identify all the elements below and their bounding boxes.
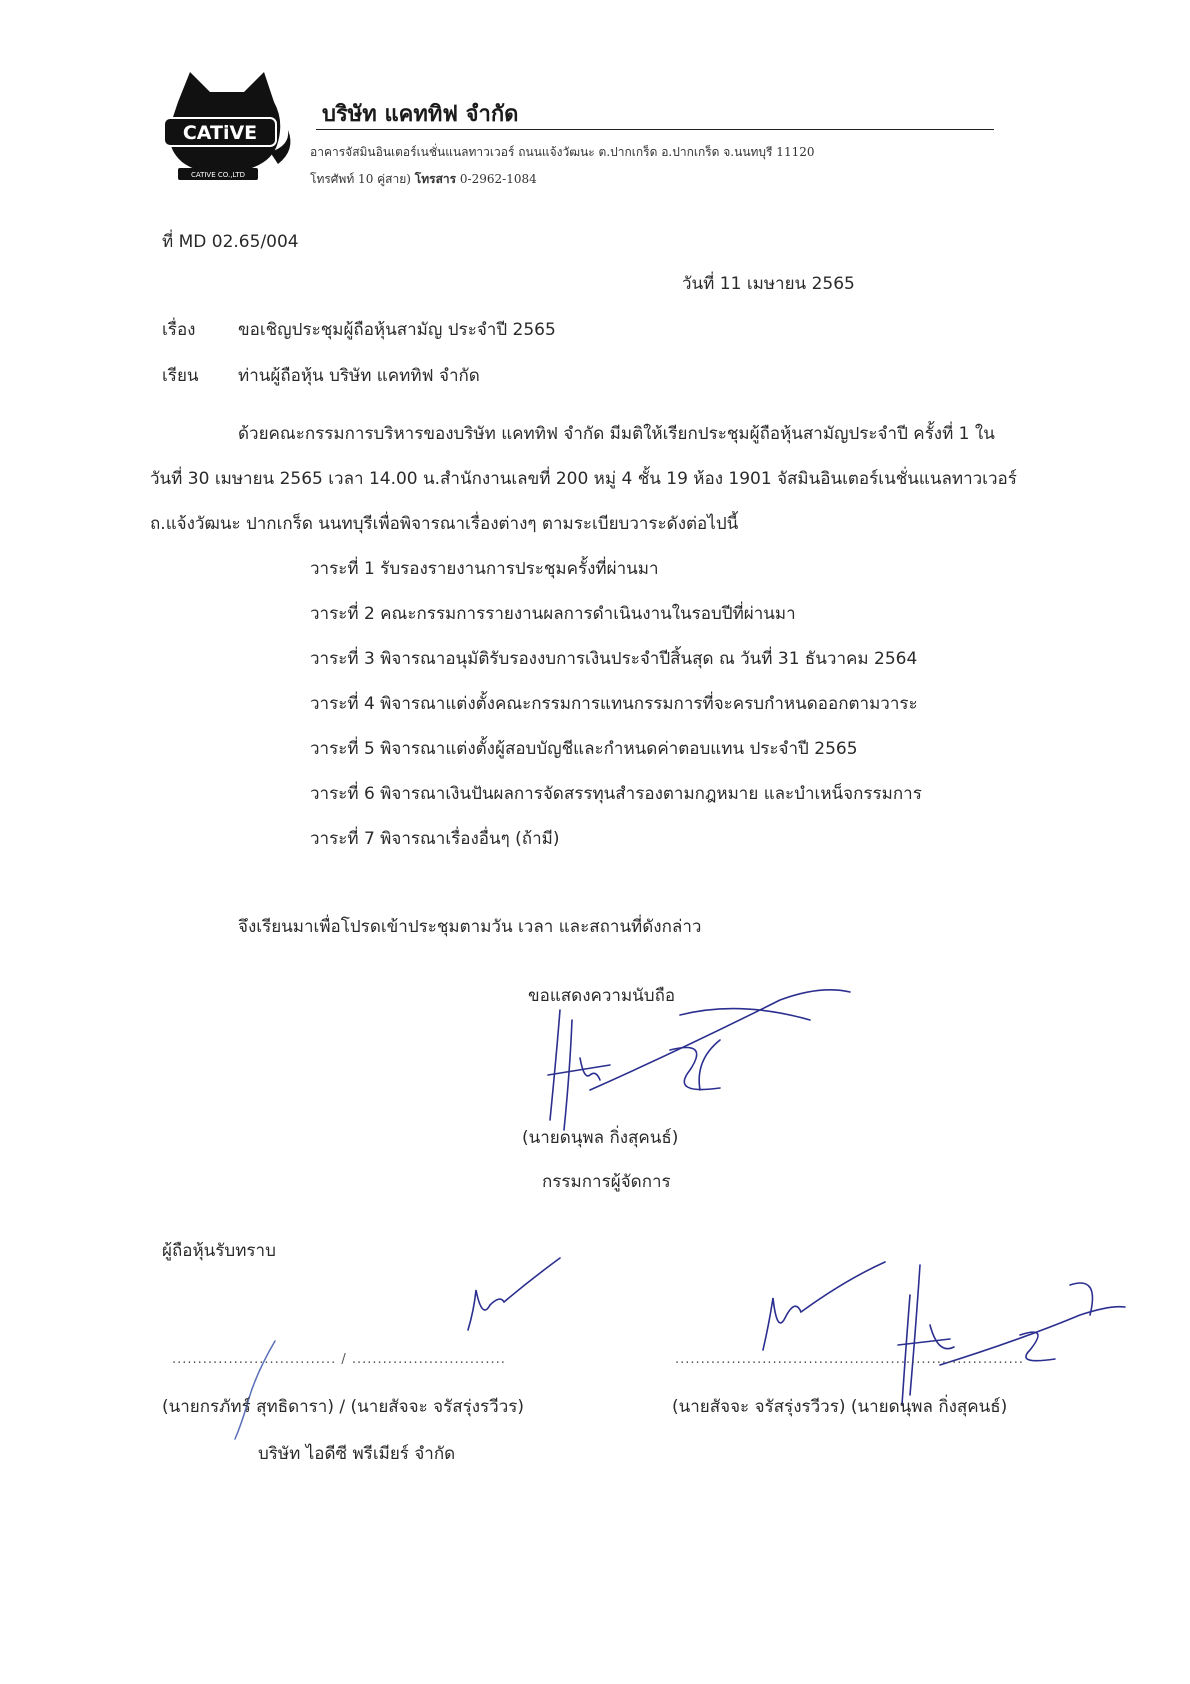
agenda-item-5: วาระที่ 5 พิจารณาแต่งตั้งผู้สอบบัญชีและกำหนดค่าตอบแทน ประจำปี 2565: [310, 739, 858, 759]
body-line: วันที่ 30 เมษายน 2565 เวลา 14.00 น.สำนักงานเลขที่ 200 หมู่ 4 ชั้น 19 ห้อง 1901 จัสมินอินเตอร์เนชั่นแนลทาวเวอร์: [150, 469, 1017, 489]
body-line: ด้วยคณะกรรมการบริหารของบริษัท แคททิฟ จำกัด มีมติให้เรียกประชุมผู้ถือหุ้นสามัญประจำปี ครั้งที่ 1 ใน: [238, 424, 995, 444]
ack-names-right: (นายสัจจะ จรัสรุ่งรวีวร) (นายดนุพล กิ่งสุคนธ์): [672, 1397, 1008, 1417]
signature-line-right: ....................................................................: [675, 1352, 1024, 1367]
signature-ack-right-1: [755, 1258, 895, 1358]
agenda-item-4: วาระที่ 4 พิจารณาแต่งตั้งคณะกรรมการแทนกรรมการที่จะครบกำหนดออกตามวาระ: [310, 694, 918, 714]
company-phone: [310, 170, 537, 189]
logo-subtext: CATIVE CO.,LTD: [190, 171, 246, 179]
signer-title: กรรมการผู้จัดการ: [542, 1172, 671, 1192]
ack-company-left: บริษัท ไอดีซี พรีเมียร์ จำกัด: [258, 1444, 456, 1464]
agenda-item-6: วาระที่ 6 พิจารณาเงินปันผลการจัดสรรทุนสำรองตามกฎหมาย และบำเหน็จกรรมการ: [310, 784, 922, 804]
company-address: อาคารจัสมินอินเตอร์เนชั่นแนลทาวเวอร์ ถนนแจ้งวัฒนะ ต.ปากเกร็ด อ.ปากเกร็ด จ.นนทบุรี 11120: [310, 145, 815, 159]
document-number: ที่ MD 02.65/004: [162, 232, 299, 252]
agenda-item-2: วาระที่ 2 คณะกรรมการรายงานผลการดำเนินงานในรอบปีที่ผ่านมา: [310, 604, 796, 624]
ack-names-left: (นายกรภัทร์ สุทธิดารา) / (นายสัจจะ จรัสรุ่งรวีวร): [162, 1397, 524, 1417]
fax-label: โทรสาร: [414, 172, 457, 186]
letter-date: วันที่ 11 เมษายน 2565: [682, 274, 855, 294]
signer-name: (นายดนุพล กิ่งสุคนธ์): [522, 1128, 679, 1148]
agenda-item-7: วาระที่ 7 พิจารณาเรื่องอื่นๆ (ถ้ามี): [310, 829, 560, 849]
signature-ack-left-2: [460, 1250, 570, 1340]
subject-text: ขอเชิญประชุมผู้ถือหุ้นสามัญ ประจำปี 2565: [238, 320, 556, 340]
logo-text: CATiVE: [182, 122, 258, 144]
fax-number: 0-2962-1084: [459, 172, 537, 186]
company-name: บริษัท แคททิฟ จำกัด: [322, 101, 519, 127]
subject-label: เรื่อง: [162, 320, 196, 340]
body-line: ถ.แจ้งวัฒนะ ปากเกร็ด นนทบุรีเพื่อพิจารณาเรื่องต่างๆ ตามระเบียบวาระดังต่อไปนี้: [150, 514, 739, 534]
recipient-label: เรียน: [162, 366, 199, 386]
agenda-item-1: วาระที่ 1 รับรองรายงานการประชุมครั้งที่ผ่านมา: [310, 559, 659, 579]
phone-prefix: โทรศัพท์ 10 คู่สาย): [310, 172, 411, 186]
regards-text: ขอแสดงความนับถือ: [528, 986, 676, 1006]
recipient-text: ท่านผู้ถือหุ้น บริษัท แคททิฟ จำกัด: [238, 366, 480, 386]
acknowledgement-label: ผู้ถือหุ้นรับทราบ: [162, 1241, 276, 1261]
closing-text: จึงเรียนมาเพื่อโปรดเข้าประชุมตามวัน เวลา และสถานที่ดังกล่าว: [238, 917, 702, 937]
company-logo: [160, 68, 300, 188]
header-rule: [316, 129, 994, 130]
agenda-item-3: วาระที่ 3 พิจารณาอนุมัติรับรองงบการเงินประจำปีสิ้นสุด ณ วันที่ 31 ธันวาคม 2564: [310, 649, 918, 669]
signature-line-left: ................................ / ..............................: [172, 1352, 506, 1367]
